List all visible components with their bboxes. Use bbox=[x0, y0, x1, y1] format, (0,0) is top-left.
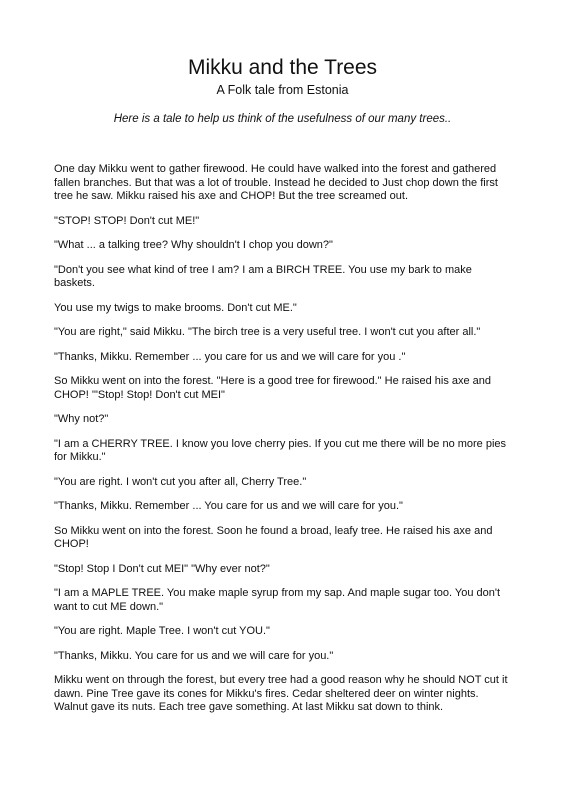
paragraph: "Thanks, Mikku. Remember ... You care for us and we will care for you." bbox=[54, 500, 403, 512]
paragraph: So Mikku went on into the forest. Soon he found a broad, leafy tree. He raised his axe and CHOP! bbox=[54, 524, 493, 550]
paragraph: "Why not?" bbox=[54, 413, 109, 425]
paragraph: "You are right. Maple Tree. I won't cut YOU." bbox=[54, 625, 270, 637]
paragraph: Mikku went on through the forest, but every tree had a good reason why he should NOT cut it dawn. Pine Tree gave its cones for Mikku's fires. Cedar sheltered deer on winter nights. Walnut gave its nuts. Each tree gave something. At last Mikku sat down to think. bbox=[54, 674, 508, 713]
story-body bbox=[54, 163, 514, 726]
intro-line: Here is a tale to help us think of the usefulness of our many trees.. bbox=[113, 113, 452, 125]
paragraph: "Thanks, Mikku. Remember ... you care for us and we will care for you ." bbox=[54, 350, 406, 363]
paragraph: "You are right," said Mikku. "The birch tree is a very useful tree. I won't cut you after all." bbox=[54, 326, 481, 338]
paragraph: "You are right. I won't cut you after all, Cherry Tree." bbox=[54, 475, 307, 488]
paragraph: "Stop! Stop I Don't cut MEI" "Why ever not?" bbox=[54, 562, 270, 575]
document-title: Mikku and the Trees bbox=[187, 56, 378, 79]
paragraph: You use my twigs to make brooms. Don't cut ME." bbox=[54, 301, 297, 314]
document-subtitle: A Folk tale from Estonia bbox=[216, 83, 349, 97]
paragraph: "Don't you see what kind of tree I am? I am a BIRCH TREE. You use my bark to make baskets. bbox=[54, 263, 472, 289]
paragraph: One day Mikku went to gather firewood. He could have walked into the forest and gathered fallen branches. But that was a lot of trouble. Instead he decided to Just chop down the first tree he saw. Mikku raised his axe and CHOP! But the tree screamed out. bbox=[54, 163, 498, 202]
paragraph: "What ... a talking tree? Why shouldn't I chop you down?" bbox=[54, 239, 333, 251]
paragraph: "STOP! STOP! Don't cut ME!" bbox=[54, 214, 200, 227]
paragraph: "I am a MAPLE TREE. You make maple syrup from my sap. And maple sugar too. You don't want to cut ME down." bbox=[54, 587, 501, 613]
paragraph: "I am a CHERRY TREE. I know you love cherry pies. If you cut me there will be no more pies for Mikku." bbox=[54, 437, 507, 463]
paragraph: So Mikku went on into the forest. "Here is a good tree for firewood." He raised his axe and CHOP! '"Stop! Stop! Don't cut MEI" bbox=[54, 375, 492, 401]
paragraph: "Thanks, Mikku. You care for us and we will care for you." bbox=[54, 649, 334, 662]
